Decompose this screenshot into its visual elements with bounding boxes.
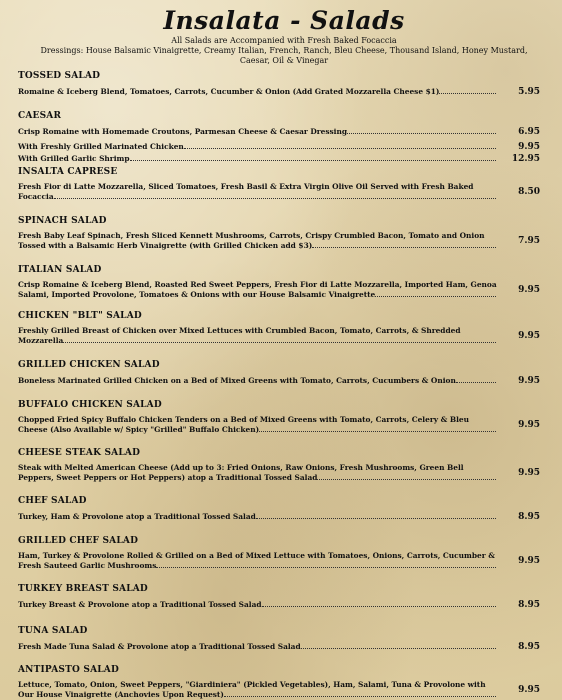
- item-description-text: With Freshly Grilled Marinated Chicken: [18, 142, 184, 151]
- dotted-leader: [347, 127, 496, 134]
- item-name: ITALIAN SALAD: [18, 265, 102, 275]
- item-description-text: Crisp Romaine & Iceberg Blend, Roasted Red Sweet Peppers, Fresh Fior di Latte Mozzarella, Imported Ham, Genoa Salami, Imported Provolone, Tomatoes & Onions with our House Balsamic Vinaigrette: [18, 280, 497, 299]
- dotted-leader: [312, 241, 496, 248]
- item-description-text: Fresh Baby Leaf Spinach, Fresh Sliced Kennett Mushrooms, Carrots, Crispy Crumbled Bacon, Tomato and Onion Tossed with a Balsamic Herb Vinaigrette (with Grilled Chicken add $3): [18, 231, 485, 250]
- item-name: INSALTA CAPRESE: [18, 167, 118, 177]
- menu-item: [18, 311, 550, 345]
- item-description-text: Turkey Breast & Provolone atop a Traditional Tossed Salad: [18, 600, 262, 609]
- item-description: [18, 551, 498, 571]
- item-name: TURKEY BREAST SALAD: [18, 584, 148, 594]
- item-description-text: Boneless Marinated Grilled Chicken on a Bed of Mixed Greens with Tomato, Carrots, Cucumbers & Onion: [18, 376, 456, 385]
- item-description-text: Fresh Made Tuna Salad & Provolone atop a Traditional Tossed Salad: [18, 642, 301, 651]
- dotted-leader: [54, 192, 496, 199]
- item-name: GRILLED CHEF SALAD: [18, 536, 139, 546]
- menu-header: [18, 0, 550, 66]
- item-price: 8.50: [518, 187, 540, 197]
- menu-item: [18, 265, 550, 299]
- item-name: ANTIPASTO SALAD: [18, 665, 119, 675]
- item-name: TUNA SALAD: [18, 626, 88, 636]
- item-description: [18, 600, 498, 610]
- item-price: 9.95: [518, 556, 540, 566]
- dotted-leader: [456, 376, 496, 383]
- item-description: [18, 231, 498, 251]
- item-name: GRILLED CHICKEN SALAD: [18, 360, 160, 370]
- item-price: 5.95: [518, 87, 540, 97]
- dressings-line-cont: Caesar, Oil & Vinegar: [239, 56, 329, 65]
- item-price: 9.95: [518, 468, 540, 478]
- item-description: [18, 680, 498, 700]
- dotted-leader: [262, 600, 496, 607]
- item-price: 9.95: [518, 142, 540, 152]
- menu-item: [18, 496, 550, 522]
- dressings-line: Dressings: House Balsamic Vinaigrette, Creamy Italian, French, Ranch, Bleu Cheese, Thousand Island, Honey Mustard,: [40, 46, 528, 55]
- item-price: 9.95: [518, 420, 540, 430]
- item-description-text: Fresh Fior di Latte Mozzarella, Sliced Tomatoes, Fresh Basil & Extra Virgin Olive Oil Served with Fresh Baked Focaccia: [18, 182, 474, 201]
- menu-item: [18, 360, 550, 386]
- item-price: 12.95: [511, 154, 540, 164]
- item-price: 9.95: [518, 331, 540, 341]
- dotted-leader: [439, 87, 496, 94]
- dotted-leader: [317, 473, 496, 480]
- item-name: SPINACH SALAD: [18, 216, 107, 226]
- menu-item: [18, 626, 550, 652]
- item-description-text: Crisp Romaine with Homemade Croutons, Parmesan Cheese & Caesar Dressing: [18, 127, 348, 136]
- menu-item: [18, 167, 550, 201]
- menu-item: [18, 665, 550, 699]
- item-description: [18, 463, 498, 483]
- menu-item: [18, 216, 550, 250]
- menu-item: [18, 536, 550, 570]
- item-description: [18, 182, 498, 202]
- item-description-text: Romaine & Iceberg Blend, Tomatoes, Carrots, Cucumber & Onion (Add Grated Mozzarella Cheese $1): [18, 87, 440, 96]
- menu-item: [18, 448, 550, 482]
- item-price: 8.95: [518, 600, 540, 610]
- menu-item: [18, 584, 550, 610]
- item-description-text: Turkey, Ham & Provolone atop a Traditional Tossed Salad: [18, 512, 256, 521]
- dotted-leader: [130, 154, 497, 161]
- item-description-text: With Grilled Garlic Shrimp: [18, 154, 130, 163]
- item-description-text: Ham, Turkey & Provolone Rolled & Grilled on a Bed of Mixed Lettuce with Tomatoes, Onions, Carrots, Cucumber & Fresh Sauteed Garlic Mushrooms: [18, 551, 495, 570]
- item-description: [18, 376, 498, 386]
- item-name: TOSSED SALAD: [18, 71, 101, 81]
- item-description: [18, 415, 498, 435]
- item-description-text: Lettuce, Tomato, Onion, Sweet Peppers, "Giardiniera" (Pickled Vegetables), Ham, Salami, Tuna & Provolone with Our House Vinaigrette (Anchovies Upon Request): [18, 680, 486, 699]
- item-price: 9.95: [518, 685, 540, 695]
- item-name: BUFFALO CHICKEN SALAD: [18, 400, 162, 410]
- dotted-leader: [301, 642, 496, 649]
- item-description: [18, 142, 498, 152]
- item-description-text: Freshly Grilled Breast of Chicken over Mixed Lettuces with Crumbled Bacon, Tomato, Carrots, & Shredded Mozzarella: [18, 326, 461, 345]
- item-description-text: Chopped Fried Spicy Buffalo Chicken Tenders on a Bed of Mixed Greens with Tomato, Carrots, Celery & Bleu Cheese (Also Available w/ Spicy "Grilled" Buffalo Chicken): [18, 415, 469, 434]
- menu-item: [18, 71, 550, 97]
- item-name: CHEESE STEAK SALAD: [18, 448, 141, 458]
- item-description: [18, 326, 498, 346]
- menu-item: [18, 111, 550, 164]
- item-price: 8.95: [518, 512, 540, 522]
- dotted-leader: [256, 512, 496, 519]
- item-name: CAESAR: [18, 111, 62, 121]
- dotted-leader: [156, 561, 496, 568]
- item-price: 9.95: [518, 285, 540, 295]
- item-description-text: Steak with Melted American Cheese (Add up to 3: Fried Onions, Raw Onions, Fresh Mushrooms, Green Bell Peppers, Sweet Peppers or Hot Peppers) atop a Traditional Tossed Salad: [18, 463, 464, 482]
- accompaniment-note: All Salads are Accompanied with Fresh Baked Focaccia: [171, 36, 397, 45]
- item-description: [18, 512, 498, 522]
- dotted-leader: [224, 690, 496, 697]
- menu-item: [18, 400, 550, 434]
- item-description: [18, 642, 498, 652]
- page-title: Insalata - Salads: [163, 6, 405, 35]
- dotted-leader: [63, 336, 496, 343]
- dotted-leader: [375, 290, 496, 297]
- item-name: CHICKEN "BLT" SALAD: [18, 311, 142, 321]
- item-description: [18, 127, 498, 137]
- item-description: [18, 154, 498, 164]
- dotted-leader: [259, 425, 496, 432]
- item-name: CHEF SALAD: [18, 496, 87, 506]
- item-price: 7.95: [518, 236, 540, 246]
- item-price: 8.95: [518, 642, 540, 652]
- item-price: 6.95: [518, 127, 540, 137]
- item-price: 9.95: [518, 376, 540, 386]
- dotted-leader: [184, 142, 496, 149]
- item-description: [18, 280, 498, 300]
- item-description: [18, 87, 498, 97]
